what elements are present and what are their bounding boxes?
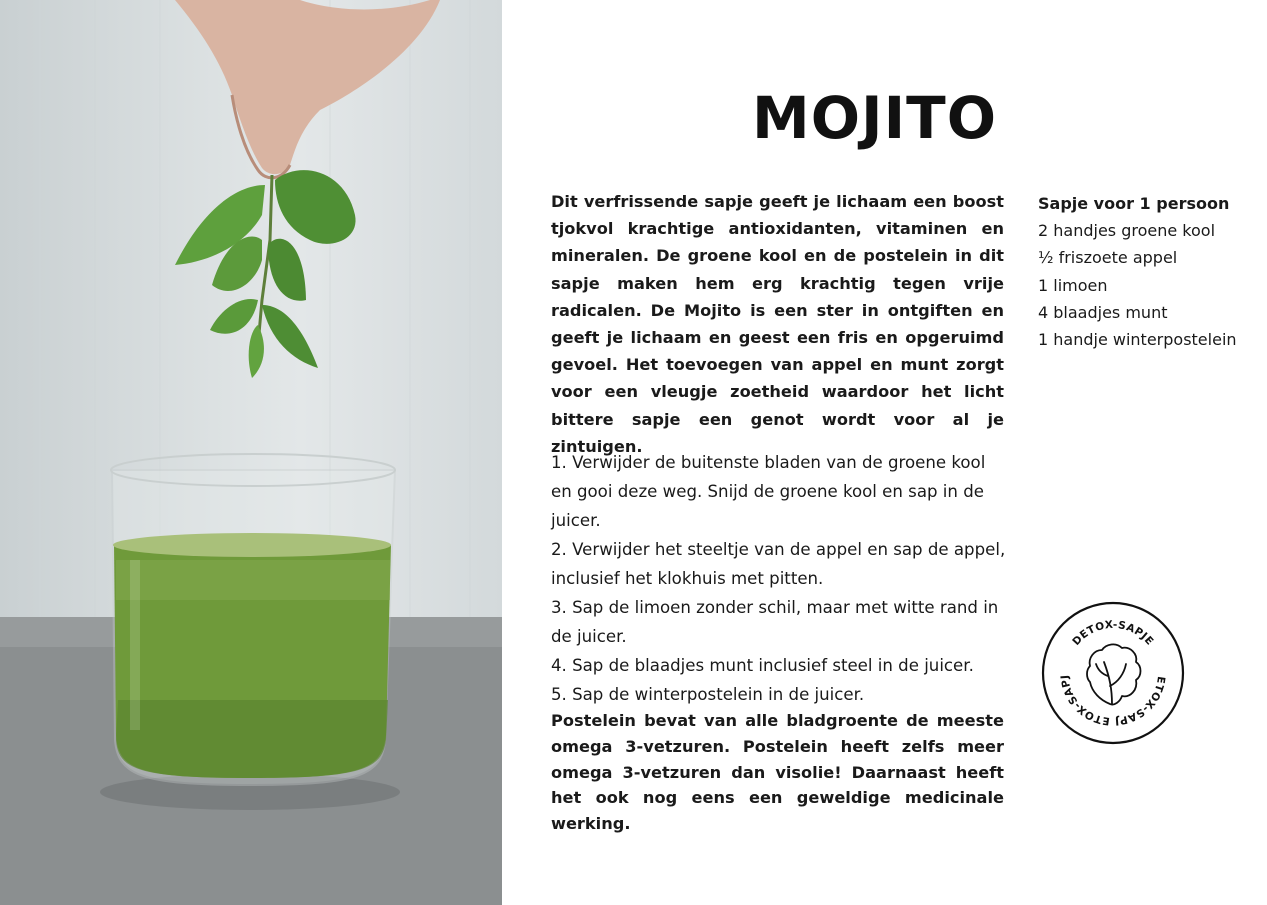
steps-list [551,448,1006,709]
ingredient-item: 1 limoen [1038,275,1108,295]
step-item: 2. Verwijder het steeltje van de appel en sap de appel, inclusief het klokhuis met pitten. [551,540,1006,588]
ingredient-item: 1 handje winterpostelein [1038,330,1237,350]
postelein-note: Postelein bevat van alle bladgroente de meeste omega 3-vetzuren. Postelein heeft zelfs meer omega 3-vetzuren dan visolie! Daarnaast heeft het ook nog eens een geweldige medicinale werking. [551,711,1004,834]
recipe-photo [0,0,502,905]
ingredient-item: 4 blaadjes munt [1038,302,1168,322]
badge-label-top: DETOX-SAPJE [1070,618,1156,648]
step-item: 5. Sap de winterpostelein in de juicer. [551,685,865,704]
ingredient-item: ½ friszoete appel [1038,248,1178,268]
mint-sprig [175,170,356,378]
ingredient-item: 2 handjes groene kool [1038,221,1216,241]
badge-label-right: ETOX-SAPJ [1114,675,1167,728]
lettuce-icon [1087,644,1141,704]
detox-badge [1040,600,1186,746]
badge-label-left: ETOX-SAPJ [1058,674,1111,727]
svg-text:DETOX-SAPJE [1040,600,1111,727]
ingredients-heading: Sapje voor 1 persoon [1038,194,1230,213]
ingredients-list [1038,190,1258,353]
recipe-title: MOJITO [752,84,998,152]
step-item: 4. Sap de blaadjes munt inclusief steel in de juicer. [551,656,974,675]
svg-text:DETOX-SAPJE [1040,600,1167,727]
step-item: 3. Sap de limoen zonder schil, maar met witte rand in de juicer. [551,598,999,646]
step-item: 1. Verwijder de buitenste bladen van de groene kool en gooi deze weg. Snijd de groene kool en sap in de juicer. [551,453,986,530]
intro-text: Dit verfrissende sapje geeft je lichaam een boost tjokvol krachtige antioxidanten, vitaminen en mineralen. De groene kool en de postelein in dit sapje maken hem erg krachtig tegen vrije radicalen. De Mojito is een ster in ontgiften en geeft je lichaam en geest een fris en opgeruimd gevoel. Het toevoegen van appel en munt zorgt voor een vleugje zoetheid waardoor het licht bittere sapje een genot wordt voor al je zintuigen. [551,192,1004,456]
